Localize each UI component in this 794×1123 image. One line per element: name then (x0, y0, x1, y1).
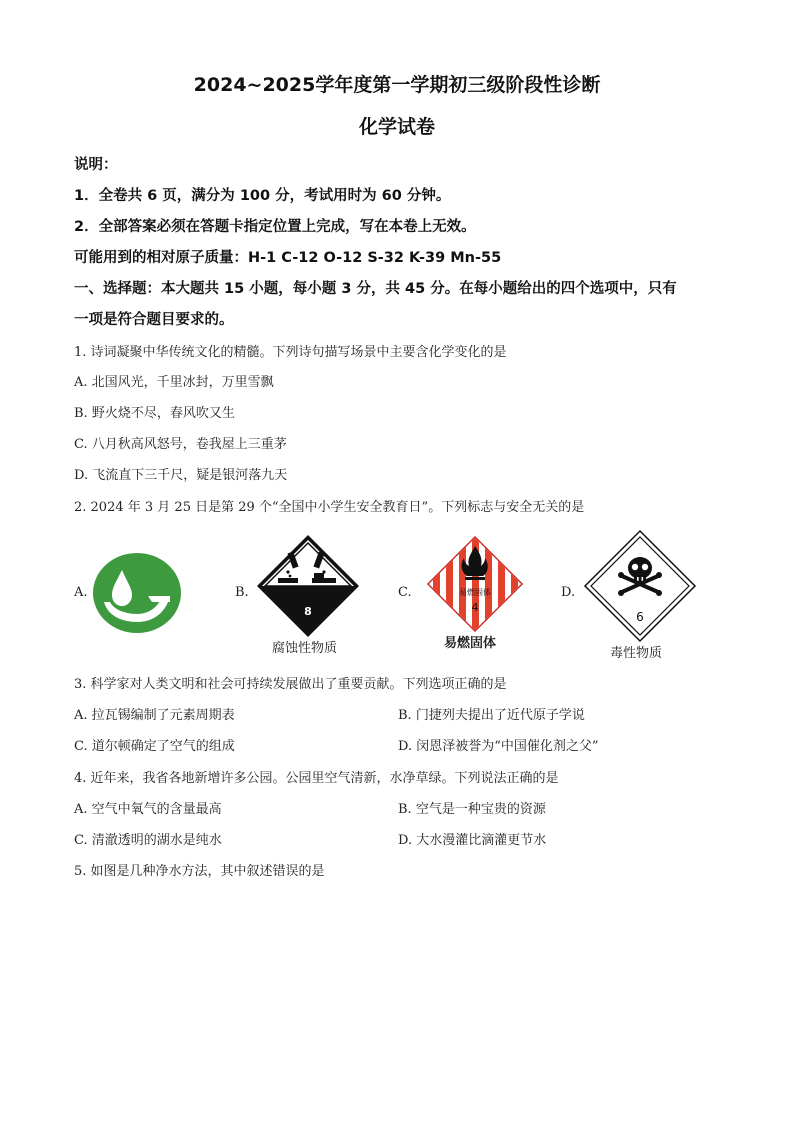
flammable-solid-sign-icon (427, 536, 523, 632)
flammable-inner-text: 易燃固体 (459, 588, 491, 597)
q2-option-c-label: C. (398, 585, 412, 600)
q4-option-c: C. 清澈透明的湖水是纯水 (74, 833, 222, 848)
exam-title: 2024~2025学年度第一学期初三级阶段性诊断 (193, 74, 601, 96)
corrosive-caption: 腐蚀性物质 (272, 641, 338, 656)
flammable-caption: 易燃固体 (444, 636, 497, 651)
toxic-sign-icon (584, 530, 696, 642)
q2-option-b-label: B. (235, 585, 249, 600)
q4-option-b: B. 空气是一种宝贵的资源 (398, 802, 546, 817)
corrosive-sign-number: 8 (304, 605, 312, 618)
q2-option-d-label: D. (561, 585, 576, 600)
notes-label: 说明： (74, 157, 118, 173)
q3-stem: 3. 科学家对人类文明和社会可持续发展做出了重要贡献。下列选项正确的是 (74, 677, 507, 692)
q3-option-c: C. 道尔顿确定了空气的组成 (74, 739, 235, 754)
corrosive-sign-icon (256, 534, 360, 638)
toxic-sign-number: 6 (636, 610, 644, 624)
exam-subtitle: 化学试卷 (358, 116, 435, 138)
water-saving-sign-icon (92, 552, 182, 634)
q2-stem: 2. 2024 年 3 月 25 日是第 29 个“全国中小学生安全教育日”。下列标志与安全无关的是 (74, 500, 585, 515)
q3-option-d: D. 闵恩泽被誉为“中国催化剂之父” (398, 739, 599, 754)
q4-stem: 4. 近年来，我省各地新增许多公园。公园里空气清新，水净草绿。下列说法正确的是 (74, 771, 559, 786)
flammable-sign-number: 4 (471, 601, 479, 614)
q2-option-a-label: A. (74, 585, 88, 600)
q1-option-c: C. 八月秋高风怒号，卷我屋上三重茅 (74, 437, 287, 452)
atomic-mass-line: 可能用到的相对原子质量：H-1 C-12 O-12 S-32 K-39 Mn-55 (74, 250, 502, 266)
q5-stem: 5. 如图是几种净水方法，其中叙述错误的是 (74, 864, 325, 879)
q3-option-b: B. 门捷列夫提出了近代原子学说 (398, 708, 585, 723)
q1-stem: 1. 诗词凝聚中华传统文化的精髓。下列诗句描写场景中主要含化学变化的是 (74, 345, 507, 360)
q4-option-d: D. 大水漫灌比滴灌更节水 (398, 833, 547, 848)
note-item-2: 2．全部答案必须在答题卡指定位置上完成，写在本卷上无效。 (74, 219, 476, 235)
q1-option-a: A. 北国风光，千里冰封，万里雪飘 (74, 375, 274, 390)
note-item-1: 1．全卷共 6 页，满分为 100 分，考试用时为 60 分钟。 (74, 188, 451, 204)
section-heading-line1: 一、选择题：本大题共 15 小题，每小题 3 分，共 45 分。在每小题给出的四个选项中，只有 (74, 281, 677, 297)
q4-option-a: A. 空气中氧气的含量最高 (74, 802, 222, 817)
q3-option-a: A. 拉瓦锡编制了元素周期表 (74, 708, 235, 723)
section-heading-line2: 一项是符合题目要求的。 (74, 312, 234, 328)
q1-option-b: B. 野火烧不尽，春风吹又生 (74, 406, 235, 421)
toxic-caption: 毒性物质 (610, 646, 663, 661)
q1-option-d: D. 飞流直下三千尺，疑是银河落九天 (74, 468, 288, 483)
